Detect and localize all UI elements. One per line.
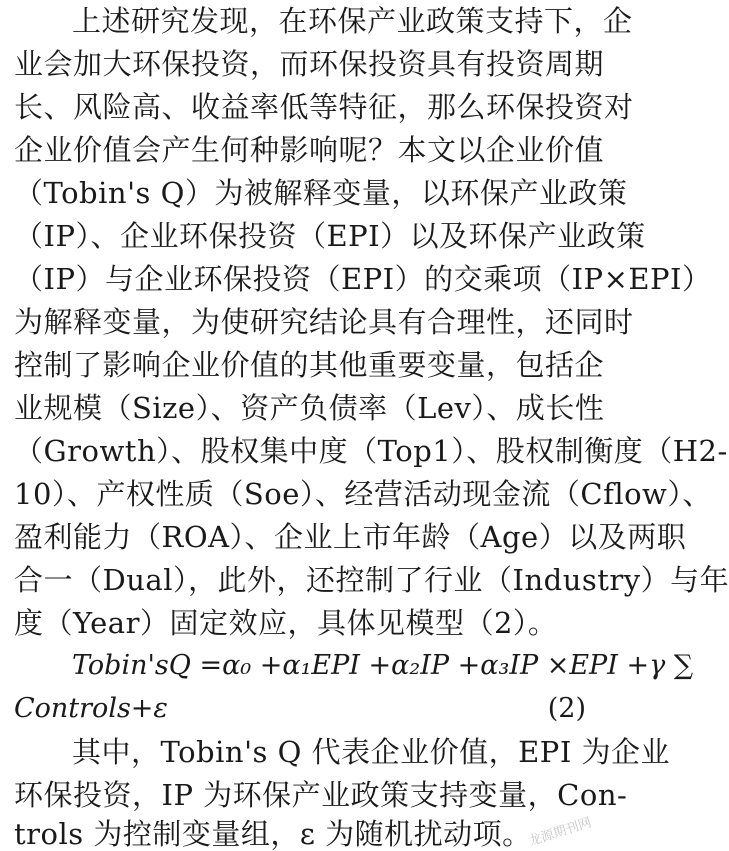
paragraph-2-line-3: trols 为控制变量组，ε 为随机扰动项。 [14, 817, 532, 851]
paragraph-1-line-13: 盈利能力（ROA）、企业上市年龄（Age）以及两职 [14, 520, 687, 554]
paragraph-1-line-10: 业规模（Size）、资产负债率（Lev）、成长性 [14, 391, 605, 425]
formula-line-2: Controls+ε [14, 693, 168, 724]
equation-number: (2) [547, 693, 586, 724]
paragraph-2-line-1: 其中，Tobin's Q 代表企业价值，EPI 为企业 [72, 735, 670, 769]
paragraph-1-line-8: 为解释变量，为使研究结论具有合理性，还同时 [14, 305, 634, 339]
paragraph-1-line-11: （Growth）、股权集中度（Top1）、股权制衡度（H2- [14, 434, 728, 468]
paragraph-1-line-4: 企业价值会产生何种影响呢？本文以企业价值 [14, 133, 605, 167]
paragraph-1-line-14: 合一（Dual），此外，还控制了行业（Industry）与年 [14, 563, 729, 597]
paragraph-1-line-9: 控制了影响企业价值的其他重要变量，包括企 [14, 348, 605, 382]
paragraph-1-line-15: 度（Year）固定效应，具体见模型（2）。 [14, 606, 558, 640]
formula-line-1: Tobin'sQ =α₀ +α₁EPI +α₂IP +α₃IP ×EPI +γ ∑ [72, 650, 694, 681]
watermark-logo: 龙源期刊网 [526, 815, 594, 850]
paragraph-1-line-6: （IP）、企业环保投资（EPI）以及环保产业政策 [14, 219, 646, 253]
paragraph-2-line-2: 环保投资，IP 为环保产业政策支持变量，Con- [14, 778, 628, 812]
paragraph-1-line-5: （Tobin's Q）为被解释变量，以环保产业政策 [14, 176, 628, 210]
paragraph-1-line-12: 10）、产权性质（Soe）、经营活动现金流（Cflow）、 [14, 477, 712, 511]
paragraph-1-line-7: （IP）与企业环保投资（EPI）的交乘项（IP×EPI） [14, 262, 712, 296]
paragraph-1-line-2: 业会加大环保投资，而环保投资具有投资周期 [14, 47, 605, 81]
paragraph-1-line-1: 上述研究发现，在环保产业政策支持下，企 [72, 4, 633, 38]
paragraph-1-line-3: 长、风险高、收益率低等特征，那么环保投资对 [14, 90, 634, 124]
